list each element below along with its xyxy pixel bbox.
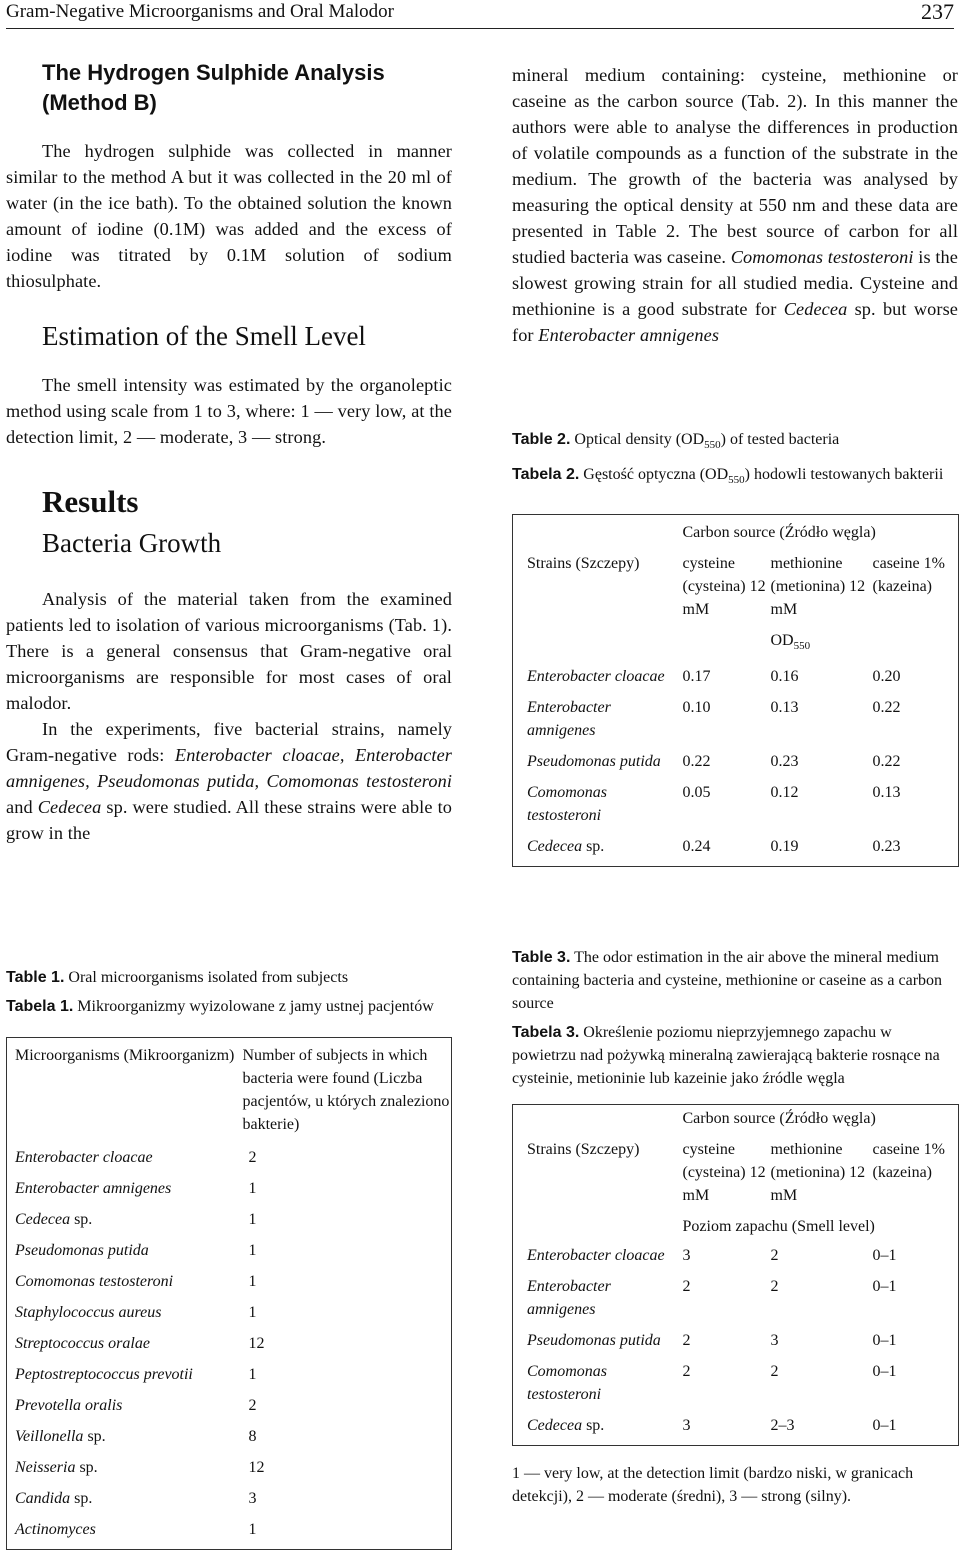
table2 — [512, 514, 959, 866]
table-row — [7, 1208, 452, 1239]
table1-caption-pl-text: Mikroorganizmy wyizolowane z jamy ustnej pacjentów — [77, 998, 434, 1015]
table1-caption-en — [6, 966, 452, 989]
table-row — [513, 750, 959, 781]
table-row — [7, 1394, 452, 1425]
table2-body — [513, 665, 959, 867]
page-number: 237 — [921, 0, 954, 24]
right-para-c: sp. but worse for — [512, 299, 958, 345]
table3-caption-en — [512, 946, 958, 1015]
microorganism-name: Candida — [15, 1490, 71, 1507]
table-row — [513, 1244, 959, 1275]
strain-name: Enterobacter amnigenes — [527, 1278, 611, 1318]
microorganism-suffix: sp. — [83, 1428, 106, 1445]
microorganism-cell — [7, 1177, 235, 1208]
microorganism-cell — [7, 1425, 235, 1456]
microorganism-cell — [7, 1487, 235, 1518]
table3-label-en: Table 3. — [512, 949, 571, 966]
value-cell: 0–1 — [872, 1332, 897, 1349]
microorganism-suffix: sp. — [75, 1459, 98, 1476]
table1-caption-en-text: Oral microorganisms isolated from subjects — [68, 969, 349, 986]
subject-count: 2 — [248, 1397, 257, 1414]
value-cell: 0.22 — [872, 752, 901, 770]
table2-unit-empty — [513, 621, 683, 664]
smell-section-title: Estimation of the Smell Level — [42, 321, 366, 351]
table-row — [7, 1239, 452, 1270]
table3-col-methionine: methionine (metionina) 12 mM — [770, 1141, 866, 1204]
strain-name: Comomonas testosteroni — [527, 783, 608, 824]
subject-count: 1 — [248, 1242, 257, 1259]
table1-block — [6, 966, 452, 1550]
table3-label-pl: Tabela 3. — [512, 1024, 580, 1041]
table1-body — [7, 1146, 452, 1550]
table-row — [7, 1177, 452, 1208]
table3-unit-empty — [513, 1207, 683, 1244]
microorganism-name: Prevotella oralis — [15, 1397, 123, 1414]
table-row — [7, 1518, 452, 1550]
strain-name: Comomonas testosteroni — [527, 1363, 608, 1403]
right-paragraph — [512, 62, 958, 348]
table-row — [7, 1487, 452, 1518]
table2-col-cysteine: cysteine (cysteina) 12 mM — [682, 555, 766, 619]
table2-col-methionine: methionine (metionina) 12 mM — [770, 555, 866, 619]
table3-block — [512, 946, 958, 1508]
results-heading: Results — [42, 484, 139, 519]
table2-header-empty — [513, 515, 683, 545]
value-cell: 0.22 — [872, 698, 901, 716]
table-row — [513, 1360, 959, 1414]
value-cell: 2 — [770, 1363, 779, 1380]
subject-count: 1 — [248, 1521, 257, 1538]
strain-cell — [513, 1329, 683, 1360]
value-cell: 0.20 — [872, 667, 901, 685]
value-cell: 2 — [770, 1247, 779, 1264]
microorganism-cell — [7, 1146, 235, 1177]
value-cell: 0.12 — [770, 783, 799, 801]
table3-caption-pl — [512, 1021, 958, 1090]
microorganism-name: Neisseria — [15, 1459, 76, 1476]
table-row — [513, 696, 959, 750]
strain-name: Enterobacter amnigenes — [527, 698, 611, 739]
strain-cell — [513, 665, 683, 696]
table-row — [7, 1301, 452, 1332]
table3-footnote: 1 — very low, at the detection limit (bardzo niski, w granicach detekcji), 2 — moderate (średni), 3 — strong (silny). — [512, 1465, 914, 1505]
table2-caption-en-sub: 550 — [704, 439, 721, 452]
microorganism-cell — [7, 1301, 235, 1332]
table3-carbon-source: Carbon source (Źródło węgla) — [682, 1110, 876, 1127]
microorganism-cell — [7, 1394, 235, 1425]
table1-col1-header: Microorganisms (Mikroorganizm) — [15, 1047, 235, 1064]
microorganism-cell — [7, 1456, 235, 1487]
subject-count: 1 — [248, 1304, 257, 1321]
value-cell: 0.16 — [770, 667, 799, 685]
value-cell: 3 — [682, 1417, 691, 1434]
value-cell: 0–1 — [872, 1363, 897, 1380]
table2-caption-en — [512, 428, 958, 457]
growth-p2-species: Enterobacter cloacae, Enterobacter amnigenes, Pseudomonas putida, Comomonas testosteroni — [6, 745, 453, 791]
table3-body — [513, 1244, 959, 1446]
subject-count: 1 — [248, 1211, 257, 1228]
growth-p2-cedecea: Cedecea — [37, 797, 102, 817]
left-column — [6, 58, 452, 846]
strain-name: Pseudomonas putida — [527, 752, 661, 770]
table2-caption-pl-sub: 550 — [728, 474, 745, 487]
table2-strains-header: Strains (Szczepy) — [527, 555, 640, 573]
strain-suffix: sp. — [582, 1417, 605, 1434]
value-cell: 0.23 — [872, 837, 901, 855]
table2-col-caseine: caseine 1% (kazeina) — [872, 555, 945, 596]
microorganism-name: Veillonella — [15, 1428, 84, 1445]
table1 — [6, 1037, 452, 1550]
subject-count: 1 — [248, 1273, 257, 1290]
running-title: Gram-Negative Microorganisms and Oral Malodor — [6, 1, 394, 22]
microorganism-name: Staphylococcus aureus — [15, 1304, 162, 1321]
strain-cell — [513, 1414, 683, 1446]
microorganism-name: Enterobacter amnigenes — [15, 1180, 172, 1197]
value-cell: 0.22 — [682, 752, 711, 770]
table2-label-en: Table 2. — [512, 431, 571, 448]
table3-strains-header: Strains (Szczepy) — [527, 1141, 640, 1158]
subject-count: 12 — [248, 1335, 265, 1352]
microorganism-cell — [7, 1270, 235, 1301]
microorganism-cell — [7, 1518, 235, 1550]
subject-count: 8 — [248, 1428, 257, 1445]
strain-name: Enterobacter cloacae — [527, 667, 665, 685]
microorganism-cell — [7, 1363, 235, 1394]
h2s-title-line2: (Method B) — [42, 90, 157, 115]
value-cell: 2 — [682, 1278, 691, 1295]
table3-unit: Poziom zapachu (Smell level) — [682, 1218, 875, 1235]
table3-col-cysteine: cysteine (cysteina) 12 mM — [682, 1141, 766, 1204]
growth-paragraph-1: Analysis of the material taken from the examined patients led to isolation of various microorganisms (Tab. 1). There is a general consensus that Gram-negative oral microorganisms are responsible for most cases of oral malodor. — [6, 589, 452, 713]
microorganism-name: Comomonas testosteroni — [15, 1273, 174, 1290]
table-row — [513, 665, 959, 696]
table1-label-pl: Tabela 1. — [6, 998, 74, 1015]
table2-carbon-source: Carbon source (Źródło węgla) — [682, 524, 876, 542]
value-cell: 0.13 — [872, 783, 901, 801]
subject-count: 12 — [248, 1459, 265, 1476]
table3-header-empty — [513, 1105, 683, 1131]
strain-cell — [513, 1360, 683, 1414]
table-row — [7, 1270, 452, 1301]
table3-col-caseine: caseine 1% (kazeina) — [872, 1141, 945, 1181]
right-para-a: mineral medium containing: cysteine, methionine or caseine as the carbon source (Tab. 2). In this manner the authors were able to analyse the differences in production of volatile compounds as a function of the substrate in the medium. The growth of the bacteria was analysed by measuring the optical density at 550 nm and these data are presented in Table 2. The best source of carbon for all studied bacteria was caseine. — [512, 65, 958, 267]
table3-caption-pl-text: Określenie poziomu nieprzyjemnego zapachu w powietrzu nad pożywką mineralną zawierającą bakterie rosnące na cysteinie, metioninie lub kazeinie jako źródle węgla — [512, 1024, 940, 1087]
value-cell: 0–1 — [872, 1417, 897, 1434]
microorganism-name: Enterobacter cloacae — [15, 1149, 153, 1166]
table-row — [7, 1332, 452, 1363]
table2-unit — [683, 621, 959, 664]
strain-name: Enterobacter cloacae — [527, 1247, 665, 1264]
table-row — [7, 1363, 452, 1394]
table1-label-en: Table 1. — [6, 969, 65, 986]
right-para-b: is the slowest growing strain for all studied media. Cysteine and methionine is a good substrate for — [512, 247, 958, 319]
smell-paragraph: The smell intensity was estimated by the organoleptic method using scale from 1 to 3, where: 1 — very low, at the detection limit, 2 — moderate, 3 — strong. — [6, 375, 452, 447]
strain-cell — [513, 781, 683, 835]
strain-name: Pseudomonas putida — [527, 1332, 661, 1349]
value-cell: 0.10 — [682, 698, 711, 716]
growth-p2-text-a: In the experiments, five bacterial strains, namely Gram-negative rods: — [6, 719, 452, 765]
value-cell: 0.19 — [770, 837, 799, 855]
table2-caption-pl-a: Gęstość optyczna (OD — [583, 466, 729, 484]
table2-caption-en-b: ) of tested bacteria — [720, 431, 840, 448]
h2s-paragraph: The hydrogen sulphide was collected in manner similar to the method A but it was collected in the 20 ml of water (in the ice bath). To the obtained solution the known amount of iodine (0.1M) was added and the excess of iodine was titrated by 0.1M solution of sodium thiosulphate. — [6, 141, 452, 291]
table-row — [513, 1275, 959, 1329]
growth-p2-and: and — [6, 797, 38, 817]
growth-subheading: Bacteria Growth — [42, 528, 222, 558]
value-cell: 0.23 — [770, 752, 799, 770]
table-row — [7, 1146, 452, 1177]
value-cell: 2 — [770, 1278, 779, 1295]
microorganism-suffix: sp. — [70, 1490, 93, 1507]
microorganism-cell — [7, 1208, 235, 1239]
growth-paragraph-2 — [6, 716, 452, 846]
growth-p2-text-b: sp. were studied. All these strains were able to grow in the — [6, 797, 452, 843]
value-cell: 0.13 — [770, 698, 799, 716]
microorganism-name: Cedecea — [15, 1211, 71, 1228]
right-para-entero: Enterobacter amnigenes — [538, 325, 720, 345]
microorganism-name: Peptostreptococcus prevotii — [15, 1366, 193, 1383]
microorganism-name: Actinomyces — [15, 1521, 96, 1538]
subject-count: 2 — [248, 1149, 257, 1166]
table2-caption-pl — [512, 463, 958, 492]
table2-caption-en-a: Optical density (OD — [574, 431, 705, 448]
table3-caption-en-text: The odor estimation in the air above the mineral medium containing bacteria and cysteine, methionine or caseine as a carbon source — [512, 949, 943, 1012]
value-cell: 0–1 — [872, 1278, 897, 1295]
value-cell: 0–1 — [872, 1247, 897, 1264]
running-header — [6, 0, 954, 29]
table-row — [513, 835, 959, 867]
microorganism-name: Streptococcus oralae — [15, 1335, 150, 1352]
table-row — [513, 1414, 959, 1446]
value-cell: 2 — [682, 1363, 691, 1380]
value-cell: 0.17 — [682, 667, 711, 685]
table2-block — [512, 428, 958, 867]
table-row — [513, 781, 959, 835]
h2s-title-line1: The Hydrogen Sulphide Analysis — [42, 60, 385, 85]
value-cell: 3 — [682, 1247, 691, 1264]
table1-caption-pl — [6, 995, 452, 1018]
strain-cell — [513, 835, 683, 867]
subject-count: 1 — [248, 1366, 257, 1383]
table3 — [512, 1104, 959, 1446]
subject-count: 3 — [248, 1490, 257, 1507]
table-row — [513, 1329, 959, 1360]
value-cell: 3 — [770, 1332, 779, 1349]
table2-unit-main: OD — [770, 632, 794, 650]
microorganism-cell — [7, 1239, 235, 1270]
strain-cell — [513, 750, 683, 781]
table2-label-pl: Tabela 2. — [512, 466, 580, 484]
table2-caption-pl-b: ) hodowli testowanych bakterii — [744, 466, 944, 484]
value-cell: 0.05 — [682, 783, 711, 801]
table1-col2-header: Number of subjects in which bacteria were found (Liczba pacjentów, u których znaleziono bakterie) — [242, 1047, 450, 1133]
right-column — [512, 62, 958, 348]
strain-cell — [513, 1244, 683, 1275]
table-row — [7, 1456, 452, 1487]
value-cell: 2 — [682, 1332, 691, 1349]
subject-count: 1 — [248, 1180, 257, 1197]
right-para-comomonas: Comomonas testosteroni — [730, 247, 914, 267]
strain-name: Cedecea — [527, 837, 583, 855]
strain-name: Cedecea — [527, 1417, 583, 1434]
table-row — [7, 1425, 452, 1456]
strain-cell — [513, 696, 683, 750]
microorganism-cell — [7, 1332, 235, 1363]
right-para-cedecea: Cedecea — [783, 299, 848, 319]
microorganism-suffix: sp. — [70, 1211, 93, 1228]
strain-cell — [513, 1275, 683, 1329]
table2-unit-sub: 550 — [793, 640, 811, 653]
value-cell: 2–3 — [770, 1417, 795, 1434]
microorganism-name: Pseudomonas putida — [15, 1242, 149, 1259]
strain-suffix: sp. — [582, 837, 605, 855]
value-cell: 0.24 — [682, 837, 711, 855]
h2s-section-title — [42, 58, 452, 118]
